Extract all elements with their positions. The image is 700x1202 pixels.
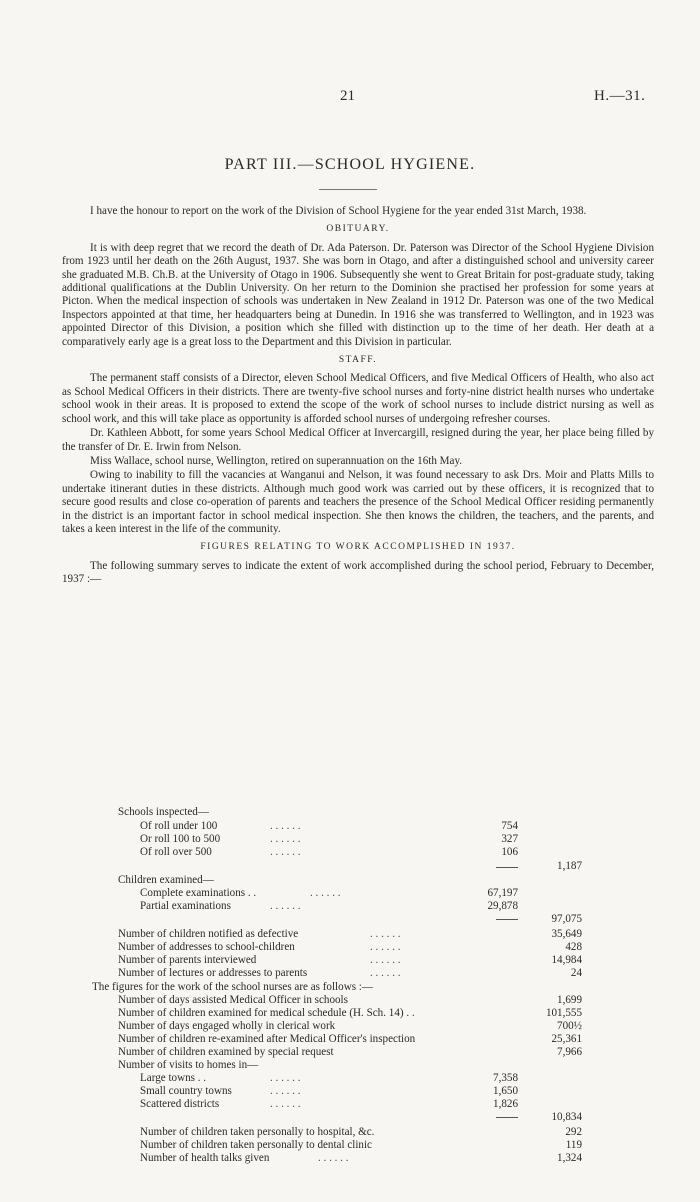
staff-paragraph: Owing to inability to fill the vacancies at Wanganui and Nelson, it was found necessary to ask Drs. Moir and Platts Mills to undertake itinerant duties in these districts. Although much good work was carried out by these officers, it is recognized that to secure good results and close co-operation of parents and teachers the presence of the School Medical Officer residing permanently in the district is an important factor in school medical inspection. She then knows the children, the teachers, and the parents, and takes a keen interest in the life of the community. bbox=[62, 469, 654, 535]
visits-row-label: Scattered districts bbox=[140, 1098, 220, 1110]
misc-row-label: Number of children notified as defective bbox=[118, 928, 299, 940]
extra-row-label: Number of children taken personally to hospital, &c. bbox=[140, 1126, 375, 1138]
obituary-heading: OBITUARY. bbox=[326, 224, 390, 235]
figures-intro: The following summary serves to indicate the extent of work accomplished during the school period, February to December, 1937 :— bbox=[62, 559, 654, 586]
leader-dots: . . . . . . bbox=[270, 1085, 301, 1097]
nurses-row-label: Number of children re-examined after Medical Officer's inspection bbox=[118, 1033, 416, 1045]
schools-row-label: Of roll under 100 bbox=[140, 820, 218, 832]
visits-total: 10,834 bbox=[551, 1111, 582, 1123]
schools-label: Schools inspected— bbox=[118, 806, 209, 818]
visits-row-label: Small country towns bbox=[140, 1085, 232, 1097]
children-row-label: Complete examinations . . bbox=[140, 887, 257, 899]
visits-label: Number of visits to homes in— bbox=[118, 1059, 259, 1071]
leader-dots: . . . . . . bbox=[270, 820, 301, 832]
children-row-value: 67,197 bbox=[487, 887, 518, 899]
leader-dots: . . . . . . bbox=[310, 887, 341, 899]
page-number: 21 bbox=[340, 88, 355, 104]
nurses-row-value: 7,966 bbox=[557, 1046, 582, 1058]
leader-dots: . . . . . . bbox=[370, 954, 401, 966]
staff-paragraph: Miss Wallace, school nurse, Wellington, retired on superannuation on the 16th May. bbox=[90, 454, 463, 467]
nurses-label: The figures for the work of the school nurses are as follows :— bbox=[92, 981, 373, 993]
schools-total: 1,187 bbox=[557, 860, 582, 872]
leader-dots: . . . . . . bbox=[318, 1152, 349, 1164]
nurses-row-value: 25,361 bbox=[551, 1033, 582, 1045]
visits-row-label: Large towns . . bbox=[140, 1072, 207, 1084]
children-row-label: Partial examinations bbox=[140, 900, 231, 912]
staff-paragraph: The permanent staff consists of a Director, eleven School Medical Officers, and five Medical Officers of Health, who also act as School Medical Officers in their districts. There are twenty-five school nurses and forty-nine district health nurses who undertake school wook in their areas. It is proposed to extend the scope of the work of school nurses to include district nursing as well as school work, and this will take place as opportunity is afforded school nurses of undergoing refresher courses. bbox=[62, 372, 654, 425]
children-label: Children examined— bbox=[118, 874, 214, 886]
visits-row-value: 7,358 bbox=[493, 1072, 518, 1084]
nurses-row-value: 101,555 bbox=[545, 1007, 582, 1019]
subtotal-rule bbox=[496, 919, 518, 920]
nurses-row-value: 1,699 bbox=[557, 994, 582, 1006]
document-reference: H.—31. bbox=[594, 88, 646, 104]
subtotal-rule bbox=[496, 867, 518, 868]
nurses-row-label: Number of days assisted Medical Officer in schools bbox=[118, 994, 348, 1006]
staff-paragraph: Dr. Kathleen Abbott, for some years School Medical Officer at Invercargill, resigned during the year, her place being filled by the transfer of Dr. E. Irwin from Nelson. bbox=[62, 427, 654, 453]
leader-dots: . . . . . . bbox=[270, 1098, 301, 1110]
section-title: PART III.—SCHOOL HYGIENE. bbox=[224, 156, 476, 173]
prose-block bbox=[62, 205, 654, 588]
staff-heading: STAFF. bbox=[338, 355, 378, 366]
leader-dots: . . . . . . bbox=[270, 833, 301, 845]
children-total: 97,075 bbox=[551, 913, 582, 925]
subtotal-rule bbox=[496, 1117, 518, 1118]
extra-row-value: 292 bbox=[565, 1126, 582, 1138]
misc-row-value: 24 bbox=[570, 967, 582, 979]
obituary-paragraph: It is with deep regret that we record the death of Dr. Ada Paterson. Dr. Paterson was Director of the School Hygiene Division from 1923 until her death on the 26th August, 1937. She was born in Otago, and after a distinguished school and university career she graduated M.B. Ch.B. at the University of Otago in 1906. Subsequently she went to Great Britain for post-graduate study, taking additional qualifications at the Dublin University. On her return to the Dominion she practised her profession for some years at Picton. When the medical inspection of schools was undertaken in New Zealand in 1912 Dr. Paterson was one of the two Medical Inspectors appointed at that time, her headquarters being at Dunedin. In 1916 she was transferred to Wellington, and in 1923 was appointed Director of this Division, a position which she filled with distinction up to the time of her death. Her death at a comparatively early age is a great loss to the Department and this Division in particular. bbox=[62, 241, 654, 348]
schools-row-value: 327 bbox=[501, 833, 518, 845]
extra-row-value: 1,324 bbox=[557, 1152, 582, 1164]
title-rule bbox=[319, 189, 377, 190]
misc-row-label: Number of parents interviewed bbox=[118, 954, 257, 966]
schools-row-value: 106 bbox=[501, 846, 518, 858]
leader-dots: . . . . . . bbox=[370, 967, 401, 979]
nurses-row-value: 700½ bbox=[557, 1020, 582, 1032]
misc-row-label: Number of lectures or addresses to parents bbox=[118, 967, 308, 979]
misc-row-label: Number of addresses to school-children bbox=[118, 941, 295, 953]
misc-row-value: 428 bbox=[565, 941, 582, 953]
nurses-row-label: Number of children examined by special request bbox=[118, 1046, 334, 1058]
extra-row-value: 119 bbox=[565, 1139, 582, 1151]
figures-heading: FIGURES RELATING TO WORK ACCOMPLISHED IN 1937. bbox=[200, 542, 516, 553]
leader-dots: . . . . . . bbox=[370, 928, 401, 940]
leader-dots: . . . . . . bbox=[270, 900, 301, 912]
schools-row-label: Or roll 100 to 500 bbox=[140, 833, 221, 845]
nurses-row-label: Number of days engaged wholly in clerical work bbox=[118, 1020, 336, 1032]
extra-row-label: Number of children taken personally to dental clinic bbox=[140, 1139, 372, 1151]
children-row-value: 29,878 bbox=[487, 900, 518, 912]
misc-row-value: 14,984 bbox=[551, 954, 582, 966]
nurses-row-label: Number of children examined for medical schedule (H. Sch. 14) . . bbox=[118, 1007, 415, 1019]
schools-row-label: Of roll over 500 bbox=[140, 846, 212, 858]
leader-dots: . . . . . . bbox=[370, 941, 401, 953]
extra-row-label: Number of health talks given bbox=[140, 1152, 270, 1164]
leader-dots: . . . . . . bbox=[270, 846, 301, 858]
misc-row-value: 35,649 bbox=[551, 928, 582, 940]
visits-row-value: 1,826 bbox=[493, 1098, 518, 1110]
schools-row-value: 754 bbox=[501, 820, 518, 832]
intro-paragraph: I have the honour to report on the work of the Division of School Hygiene for the year ended 31st March, 1938. bbox=[90, 205, 587, 217]
leader-dots: . . . . . . bbox=[270, 1072, 301, 1084]
visits-row-value: 1,650 bbox=[493, 1085, 518, 1097]
